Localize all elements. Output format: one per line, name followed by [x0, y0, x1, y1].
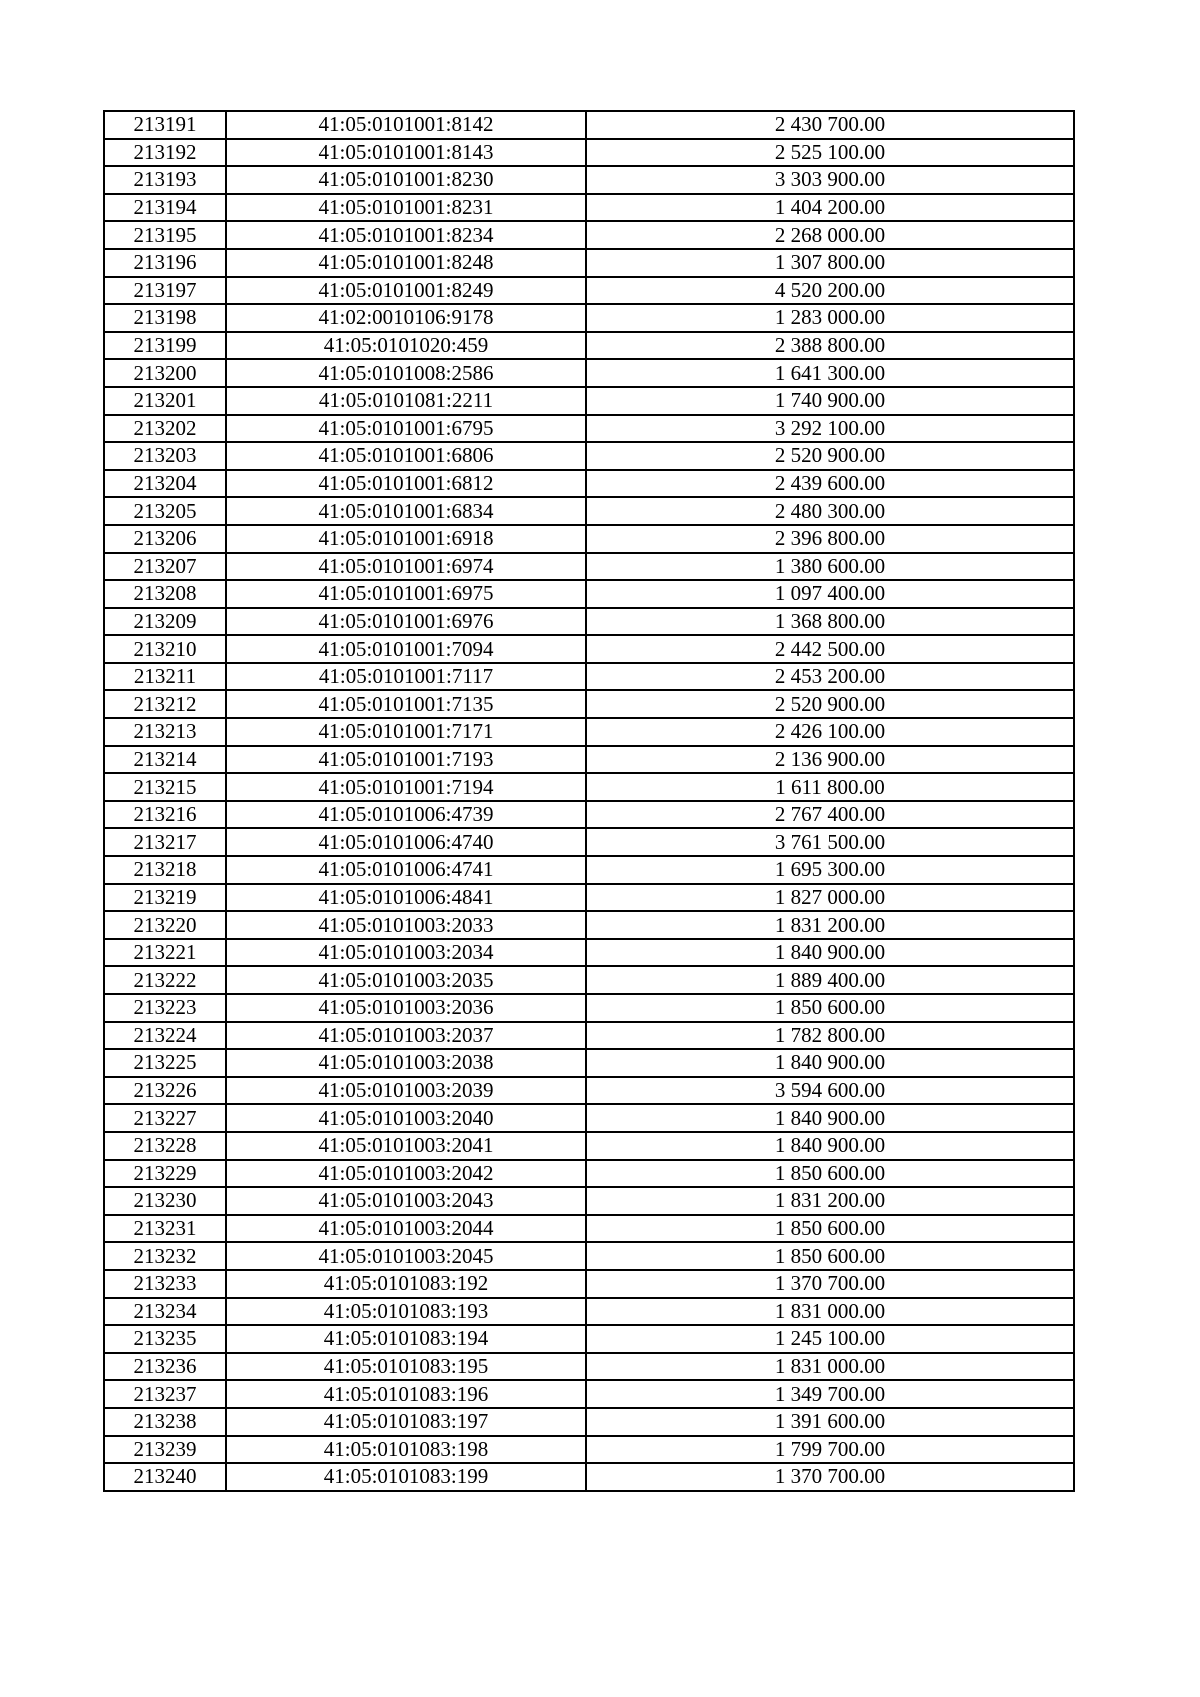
cadastral-number-cell: 41:05:0101001:7171 — [226, 718, 586, 746]
row-number-cell: 213221 — [104, 939, 226, 967]
table-row — [104, 525, 1074, 553]
cadastral-number-cell: 41:05:0101003:2040 — [226, 1104, 586, 1132]
table-row — [104, 939, 1074, 967]
cadastral-value-cell: 2 430 700.00 — [586, 111, 1074, 139]
row-number-cell: 213206 — [104, 525, 226, 553]
cadastral-value-cell: 1 850 600.00 — [586, 1215, 1074, 1243]
table-row — [104, 608, 1074, 636]
cadastral-number-cell: 41:05:0101001:6795 — [226, 415, 586, 443]
row-number-cell: 213196 — [104, 249, 226, 277]
cadastral-number-cell: 41:05:0101020:459 — [226, 332, 586, 360]
row-number-cell: 213214 — [104, 746, 226, 774]
cadastral-number-cell: 41:05:0101003:2041 — [226, 1132, 586, 1160]
row-number-cell: 213210 — [104, 635, 226, 663]
row-number-cell: 213212 — [104, 690, 226, 718]
row-number-cell: 213237 — [104, 1380, 226, 1408]
table-row — [104, 442, 1074, 470]
cadastral-number-cell: 41:05:0101003:2045 — [226, 1242, 586, 1270]
cadastral-number-cell: 41:05:0101083:196 — [226, 1380, 586, 1408]
cadastral-number-cell: 41:05:0101001:8234 — [226, 221, 586, 249]
cadastral-number-cell: 41:05:0101006:4841 — [226, 884, 586, 912]
cadastral-value-cell: 1 370 700.00 — [586, 1463, 1074, 1491]
cadastral-value-cell: 1 850 600.00 — [586, 1242, 1074, 1270]
cadastral-value-cell: 2 439 600.00 — [586, 470, 1074, 498]
table-row — [104, 1132, 1074, 1160]
cadastral-number-cell: 41:05:0101001:6975 — [226, 580, 586, 608]
row-number-cell: 213195 — [104, 221, 226, 249]
table-row — [104, 1353, 1074, 1381]
table-row — [104, 1215, 1074, 1243]
cadastral-number-cell: 41:05:0101008:2586 — [226, 359, 586, 387]
row-number-cell: 213232 — [104, 1242, 226, 1270]
row-number-cell: 213215 — [104, 773, 226, 801]
cadastral-number-cell: 41:05:0101006:4740 — [226, 828, 586, 856]
table-row — [104, 166, 1074, 194]
row-number-cell: 213224 — [104, 1022, 226, 1050]
row-number-cell: 213231 — [104, 1215, 226, 1243]
row-number-cell: 213240 — [104, 1463, 226, 1491]
table-row — [104, 277, 1074, 305]
cadastral-value-cell: 2 426 100.00 — [586, 718, 1074, 746]
cadastral-value-cell: 4 520 200.00 — [586, 277, 1074, 305]
cadastral-value-cell: 2 525 100.00 — [586, 139, 1074, 167]
cadastral-value-cell: 1 782 800.00 — [586, 1022, 1074, 1050]
cadastral-value-cell: 1 404 200.00 — [586, 194, 1074, 222]
table-row — [104, 221, 1074, 249]
cadastral-number-cell: 41:05:0101083:199 — [226, 1463, 586, 1491]
cadastral-number-cell: 41:05:0101003:2038 — [226, 1049, 586, 1077]
row-number-cell: 213208 — [104, 580, 226, 608]
cadastral-number-cell: 41:05:0101001:7135 — [226, 690, 586, 718]
table-row — [104, 1436, 1074, 1464]
cadastral-value-cell: 2 520 900.00 — [586, 690, 1074, 718]
cadastral-value-cell: 1 831 000.00 — [586, 1353, 1074, 1381]
cadastral-number-cell: 41:05:0101003:2033 — [226, 911, 586, 939]
table-row — [104, 1325, 1074, 1353]
row-number-cell: 213216 — [104, 801, 226, 829]
row-number-cell: 213201 — [104, 387, 226, 415]
cadastral-number-cell: 41:05:0101003:2036 — [226, 994, 586, 1022]
cadastral-value-cell: 2 268 000.00 — [586, 221, 1074, 249]
table-row — [104, 387, 1074, 415]
table-row — [104, 966, 1074, 994]
table-row — [104, 911, 1074, 939]
cadastral-value-cell: 2 520 900.00 — [586, 442, 1074, 470]
cadastral-number-cell: 41:05:0101003:2034 — [226, 939, 586, 967]
cadastral-value-cell: 1 831 000.00 — [586, 1298, 1074, 1326]
row-number-cell: 213234 — [104, 1298, 226, 1326]
cadastral-value-cell: 1 368 800.00 — [586, 608, 1074, 636]
cadastral-value-table — [103, 110, 1075, 1492]
row-number-cell: 213229 — [104, 1160, 226, 1188]
table-body — [104, 111, 1074, 1491]
table-row — [104, 1270, 1074, 1298]
table-row — [104, 1298, 1074, 1326]
cadastral-value-cell: 1 840 900.00 — [586, 1104, 1074, 1132]
table-row — [104, 718, 1074, 746]
cadastral-value-cell: 3 292 100.00 — [586, 415, 1074, 443]
cadastral-value-cell: 1 850 600.00 — [586, 994, 1074, 1022]
cadastral-number-cell: 41:05:0101001:8230 — [226, 166, 586, 194]
cadastral-value-cell: 1 695 300.00 — [586, 856, 1074, 884]
table-row — [104, 856, 1074, 884]
cadastral-number-cell: 41:05:0101001:7193 — [226, 746, 586, 774]
cadastral-number-cell: 41:05:0101083:192 — [226, 1270, 586, 1298]
cadastral-value-cell: 2 442 500.00 — [586, 635, 1074, 663]
cadastral-value-cell: 1 827 000.00 — [586, 884, 1074, 912]
cadastral-value-cell: 1 850 600.00 — [586, 1160, 1074, 1188]
row-number-cell: 213213 — [104, 718, 226, 746]
cadastral-number-cell: 41:05:0101006:4739 — [226, 801, 586, 829]
cadastral-value-cell: 1 245 100.00 — [586, 1325, 1074, 1353]
row-number-cell: 213199 — [104, 332, 226, 360]
row-number-cell: 213197 — [104, 277, 226, 305]
row-number-cell: 213228 — [104, 1132, 226, 1160]
table-row — [104, 497, 1074, 525]
cadastral-value-cell: 3 303 900.00 — [586, 166, 1074, 194]
cadastral-number-cell: 41:05:0101003:2039 — [226, 1077, 586, 1105]
row-number-cell: 213204 — [104, 470, 226, 498]
row-number-cell: 213226 — [104, 1077, 226, 1105]
row-number-cell: 213236 — [104, 1353, 226, 1381]
cadastral-value-cell: 2 396 800.00 — [586, 525, 1074, 553]
cadastral-number-cell: 41:05:0101001:8249 — [226, 277, 586, 305]
cadastral-value-cell: 1 641 300.00 — [586, 359, 1074, 387]
cadastral-number-cell: 41:05:0101001:8143 — [226, 139, 586, 167]
row-number-cell: 213205 — [104, 497, 226, 525]
cadastral-value-cell: 1 380 600.00 — [586, 553, 1074, 581]
table-row — [104, 635, 1074, 663]
cadastral-value-cell: 1 840 900.00 — [586, 1049, 1074, 1077]
cadastral-value-cell: 1 283 000.00 — [586, 304, 1074, 332]
table-row — [104, 994, 1074, 1022]
cadastral-number-cell: 41:05:0101003:2035 — [226, 966, 586, 994]
table-row — [104, 139, 1074, 167]
cadastral-value-cell: 2 480 300.00 — [586, 497, 1074, 525]
table-row — [104, 1408, 1074, 1436]
table-row — [104, 801, 1074, 829]
row-number-cell: 213207 — [104, 553, 226, 581]
table-row — [104, 1463, 1074, 1491]
cadastral-number-cell: 41:05:0101083:195 — [226, 1353, 586, 1381]
table-row — [104, 1242, 1074, 1270]
cadastral-number-cell: 41:05:0101001:6834 — [226, 497, 586, 525]
row-number-cell: 213239 — [104, 1436, 226, 1464]
row-number-cell: 213211 — [104, 663, 226, 691]
cadastral-number-cell: 41:05:0101003:2042 — [226, 1160, 586, 1188]
cadastral-number-cell: 41:05:0101001:8231 — [226, 194, 586, 222]
table-row — [104, 828, 1074, 856]
cadastral-value-cell: 2 136 900.00 — [586, 746, 1074, 774]
cadastral-value-cell: 1 611 800.00 — [586, 773, 1074, 801]
row-number-cell: 213194 — [104, 194, 226, 222]
cadastral-value-cell: 3 594 600.00 — [586, 1077, 1074, 1105]
cadastral-number-cell: 41:05:0101083:193 — [226, 1298, 586, 1326]
table-row — [104, 1380, 1074, 1408]
row-number-cell: 213230 — [104, 1187, 226, 1215]
row-number-cell: 213218 — [104, 856, 226, 884]
cadastral-number-cell: 41:05:0101001:7194 — [226, 773, 586, 801]
cadastral-value-cell: 1 889 400.00 — [586, 966, 1074, 994]
table-row — [104, 884, 1074, 912]
cadastral-number-cell: 41:05:0101083:194 — [226, 1325, 586, 1353]
table-row — [104, 663, 1074, 691]
cadastral-number-cell: 41:05:0101003:2043 — [226, 1187, 586, 1215]
cadastral-value-cell: 1 831 200.00 — [586, 911, 1074, 939]
cadastral-number-cell: 41:05:0101081:2211 — [226, 387, 586, 415]
cadastral-value-cell: 2 388 800.00 — [586, 332, 1074, 360]
cadastral-value-cell: 1 370 700.00 — [586, 1270, 1074, 1298]
cadastral-number-cell: 41:05:0101001:8142 — [226, 111, 586, 139]
cadastral-number-cell: 41:05:0101001:6806 — [226, 442, 586, 470]
table-row — [104, 470, 1074, 498]
row-number-cell: 213223 — [104, 994, 226, 1022]
cadastral-number-cell: 41:05:0101083:198 — [226, 1436, 586, 1464]
table-row — [104, 304, 1074, 332]
cadastral-number-cell: 41:05:0101001:6918 — [226, 525, 586, 553]
row-number-cell: 213227 — [104, 1104, 226, 1132]
table-row — [104, 1187, 1074, 1215]
row-number-cell: 213209 — [104, 608, 226, 636]
cadastral-number-cell: 41:05:0101006:4741 — [226, 856, 586, 884]
row-number-cell: 213200 — [104, 359, 226, 387]
cadastral-value-cell: 1 391 600.00 — [586, 1408, 1074, 1436]
cadastral-value-cell: 3 761 500.00 — [586, 828, 1074, 856]
cadastral-value-cell: 2 767 400.00 — [586, 801, 1074, 829]
table-row — [104, 746, 1074, 774]
row-number-cell: 213202 — [104, 415, 226, 443]
row-number-cell: 213222 — [104, 966, 226, 994]
row-number-cell: 213203 — [104, 442, 226, 470]
table-row — [104, 690, 1074, 718]
cadastral-value-cell: 1 307 800.00 — [586, 249, 1074, 277]
row-number-cell: 213238 — [104, 1408, 226, 1436]
cadastral-value-cell: 2 453 200.00 — [586, 663, 1074, 691]
row-number-cell: 213193 — [104, 166, 226, 194]
cadastral-value-cell: 1 831 200.00 — [586, 1187, 1074, 1215]
cadastral-number-cell: 41:05:0101001:6812 — [226, 470, 586, 498]
table-row — [104, 332, 1074, 360]
cadastral-number-cell: 41:05:0101003:2037 — [226, 1022, 586, 1050]
cadastral-value-cell: 1 799 700.00 — [586, 1436, 1074, 1464]
cadastral-number-cell: 41:05:0101001:6976 — [226, 608, 586, 636]
row-number-cell: 213219 — [104, 884, 226, 912]
row-number-cell: 213191 — [104, 111, 226, 139]
row-number-cell: 213217 — [104, 828, 226, 856]
row-number-cell: 213192 — [104, 139, 226, 167]
cadastral-number-cell: 41:05:0101001:8248 — [226, 249, 586, 277]
cadastral-value-cell: 1 740 900.00 — [586, 387, 1074, 415]
cadastral-value-cell: 1 840 900.00 — [586, 1132, 1074, 1160]
row-number-cell: 213233 — [104, 1270, 226, 1298]
table-row — [104, 580, 1074, 608]
row-number-cell: 213235 — [104, 1325, 226, 1353]
row-number-cell: 213225 — [104, 1049, 226, 1077]
cadastral-value-cell: 1 097 400.00 — [586, 580, 1074, 608]
table-row — [104, 249, 1074, 277]
table-row — [104, 773, 1074, 801]
table-row — [104, 1160, 1074, 1188]
row-number-cell: 213220 — [104, 911, 226, 939]
table-row — [104, 359, 1074, 387]
cadastral-number-cell: 41:02:0010106:9178 — [226, 304, 586, 332]
cadastral-value-cell: 1 349 700.00 — [586, 1380, 1074, 1408]
table-row — [104, 1022, 1074, 1050]
cadastral-number-cell: 41:05:0101083:197 — [226, 1408, 586, 1436]
cadastral-number-cell: 41:05:0101001:6974 — [226, 553, 586, 581]
table-row — [104, 415, 1074, 443]
table-row — [104, 553, 1074, 581]
cadastral-number-cell: 41:05:0101001:7117 — [226, 663, 586, 691]
table-row — [104, 194, 1074, 222]
table-row — [104, 1077, 1074, 1105]
cadastral-number-cell: 41:05:0101003:2044 — [226, 1215, 586, 1243]
cadastral-value-cell: 1 840 900.00 — [586, 939, 1074, 967]
table-row — [104, 1104, 1074, 1132]
cadastral-number-cell: 41:05:0101001:7094 — [226, 635, 586, 663]
table-row — [104, 111, 1074, 139]
row-number-cell: 213198 — [104, 304, 226, 332]
table-row — [104, 1049, 1074, 1077]
